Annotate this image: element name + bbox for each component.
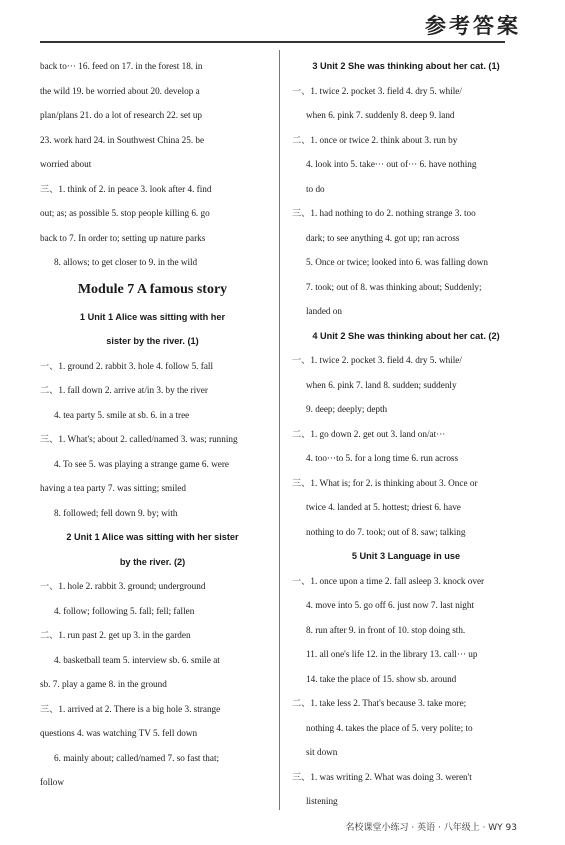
section-heading: sister by the river. (1) xyxy=(106,336,199,346)
answer-line: 6. mainly about; called/named 7. so fast that; xyxy=(54,752,220,763)
answer-line: 一、1. twice 2. pocket 3. field 4. dry 5. while/ xyxy=(292,355,462,365)
section-heading: 5 Unit 3 Language in use xyxy=(351,551,461,561)
answer-line: when 6. pink 7. land 8. sudden; suddenly xyxy=(306,379,457,390)
page-header xyxy=(0,0,565,40)
answer-line: 三、1. What is; for 2. is thinking about 3. Once or xyxy=(292,477,478,488)
answer-line: nothing to do 7. took; out of 8. saw; talking xyxy=(306,526,466,537)
answer-line: follow xyxy=(40,777,64,787)
answer-line: 二、1. fall down 2. arrive at/in 3. by the river xyxy=(40,385,208,395)
answer-line: to do xyxy=(306,183,325,194)
answer-key-title: 参考答案 xyxy=(425,14,521,38)
answer-line: 5. Once or twice; looked into 6. was falling down xyxy=(306,257,488,267)
left-column xyxy=(40,54,265,795)
answer-line: 二、1. once or twice 2. think about 3. run by xyxy=(292,134,458,145)
answer-line: 23. work hard 24. in Southwest China 25. be xyxy=(40,134,205,145)
answer-line: 三、1. arrived at 2. There is a big hole 3. strange xyxy=(40,703,221,714)
answer-line: dark; to see anything 4. got up; ran across xyxy=(306,232,460,243)
answer-line: back to··· 16. feed on 17. in the forest 18. in xyxy=(40,61,203,71)
answer-line: 4. To see 5. was playing a strange game 6. were xyxy=(54,458,229,469)
header-rule xyxy=(40,41,505,43)
answer-line: sb. 7. play a game 8. in the ground xyxy=(40,679,167,689)
answer-line: 三、1. was writing 2. What was doing 3. weren't xyxy=(292,771,472,782)
answer-line: 4. follow; following 5. fall; fell; fallen xyxy=(54,605,195,616)
answer-line: 14. take the place of 15. show sb. around xyxy=(306,673,457,684)
answer-line: 三、1. think of 2. in peace 3. look after 4. find xyxy=(40,183,212,194)
section-heading: 4 Unit 2 She was thinking about her cat. (2) xyxy=(312,330,500,341)
answer-line: nothing 4. takes the place of 5. very polite; to xyxy=(306,722,473,733)
answer-line: 一、1. ground 2. rabbit 3. hole 4. follow 5. fall xyxy=(40,360,214,371)
answer-line: 4. move into 5. go off 6. just now 7. last night xyxy=(306,600,475,610)
answer-line: 一、1. once upon a time 2. fall asleep 3. knock over xyxy=(292,575,485,586)
section-heading: 3 Unit 2 She was thinking about her cat. (1) xyxy=(312,61,500,71)
answer-line: back to 7. In order to; setting up nature parks xyxy=(40,232,206,243)
answer-line: 4. basketball team 5. interview sb. 6. smile at xyxy=(54,654,220,665)
column-divider xyxy=(279,50,280,810)
answer-line: out; as; as possible 5. stop people killing 6. go xyxy=(40,208,210,218)
answer-line: 二、1. go down 2. get out 3. land on/at··· xyxy=(292,428,446,439)
right-column xyxy=(292,54,520,814)
answer-line: landed on xyxy=(306,306,342,316)
page-footer: 名校课堂小练习 · 英语 · 八年级上 · WY 93 xyxy=(345,823,517,833)
answer-line: 7. took; out of 8. was thinking about; Suddenly; xyxy=(306,281,482,292)
answer-line: 二、1. run past 2. get up 3. in the garden xyxy=(40,630,191,640)
answer-line: when 6. pink 7. suddenly 8. deep 9. land xyxy=(306,110,455,120)
section-heading: 2 Unit 1 Alice was sitting with her sister xyxy=(66,532,239,542)
answer-line: 一、1. hole 2. rabbit 3. ground; underground xyxy=(40,581,206,591)
answer-line: 一、1. twice 2. pocket 3. field 4. dry 5. while/ xyxy=(292,85,462,96)
answer-line: 9. deep; deeply; depth xyxy=(306,404,388,414)
answer-line: plan/plans 21. do a lot of research 22. set up xyxy=(40,110,203,120)
answer-line: sit down xyxy=(306,747,338,757)
module-title: Module 7 A famous story xyxy=(77,281,228,297)
answer-line: 三、1. had nothing to do 2. nothing strange 3. too xyxy=(292,208,476,218)
answer-line: 二、1. take less 2. That's because 3. take more; xyxy=(292,698,467,708)
answer-line: 11. all one's life 12. in the library 13. call··· up xyxy=(306,649,478,659)
answer-line: the wild 19. be worried about 20. develop a xyxy=(40,85,200,96)
answer-line: 8. run after 9. in front of 10. stop doing sth. xyxy=(306,624,466,635)
answer-line: questions 4. was watching TV 5. fell down xyxy=(40,728,198,738)
answer-line: twice 4. landed at 5. hottest; driest 6. have xyxy=(306,502,461,512)
answer-line: worried about xyxy=(40,159,92,169)
answer-line: 4. tea party 5. smile at sb. 6. in a tree xyxy=(54,409,190,420)
section-heading: 1 Unit 1 Alice was sitting with her xyxy=(79,311,226,322)
section-heading: by the river. (2) xyxy=(119,556,186,567)
answer-line: having a tea party 7. was sitting; smiled xyxy=(40,483,186,493)
answer-line: 8. allows; to get closer to 9. in the wild xyxy=(54,257,198,267)
answer-line: 4. look into 5. take··· out of··· 6. have nothing xyxy=(306,159,477,169)
answer-line: listening xyxy=(306,796,338,806)
answer-line: 三、1. What's; about 2. called/named 3. was; running xyxy=(40,434,238,444)
answer-line: 8. followed; fell down 9. by; with xyxy=(54,507,178,518)
answer-line: 4. too···to 5. for a long time 6. run across xyxy=(306,453,459,463)
